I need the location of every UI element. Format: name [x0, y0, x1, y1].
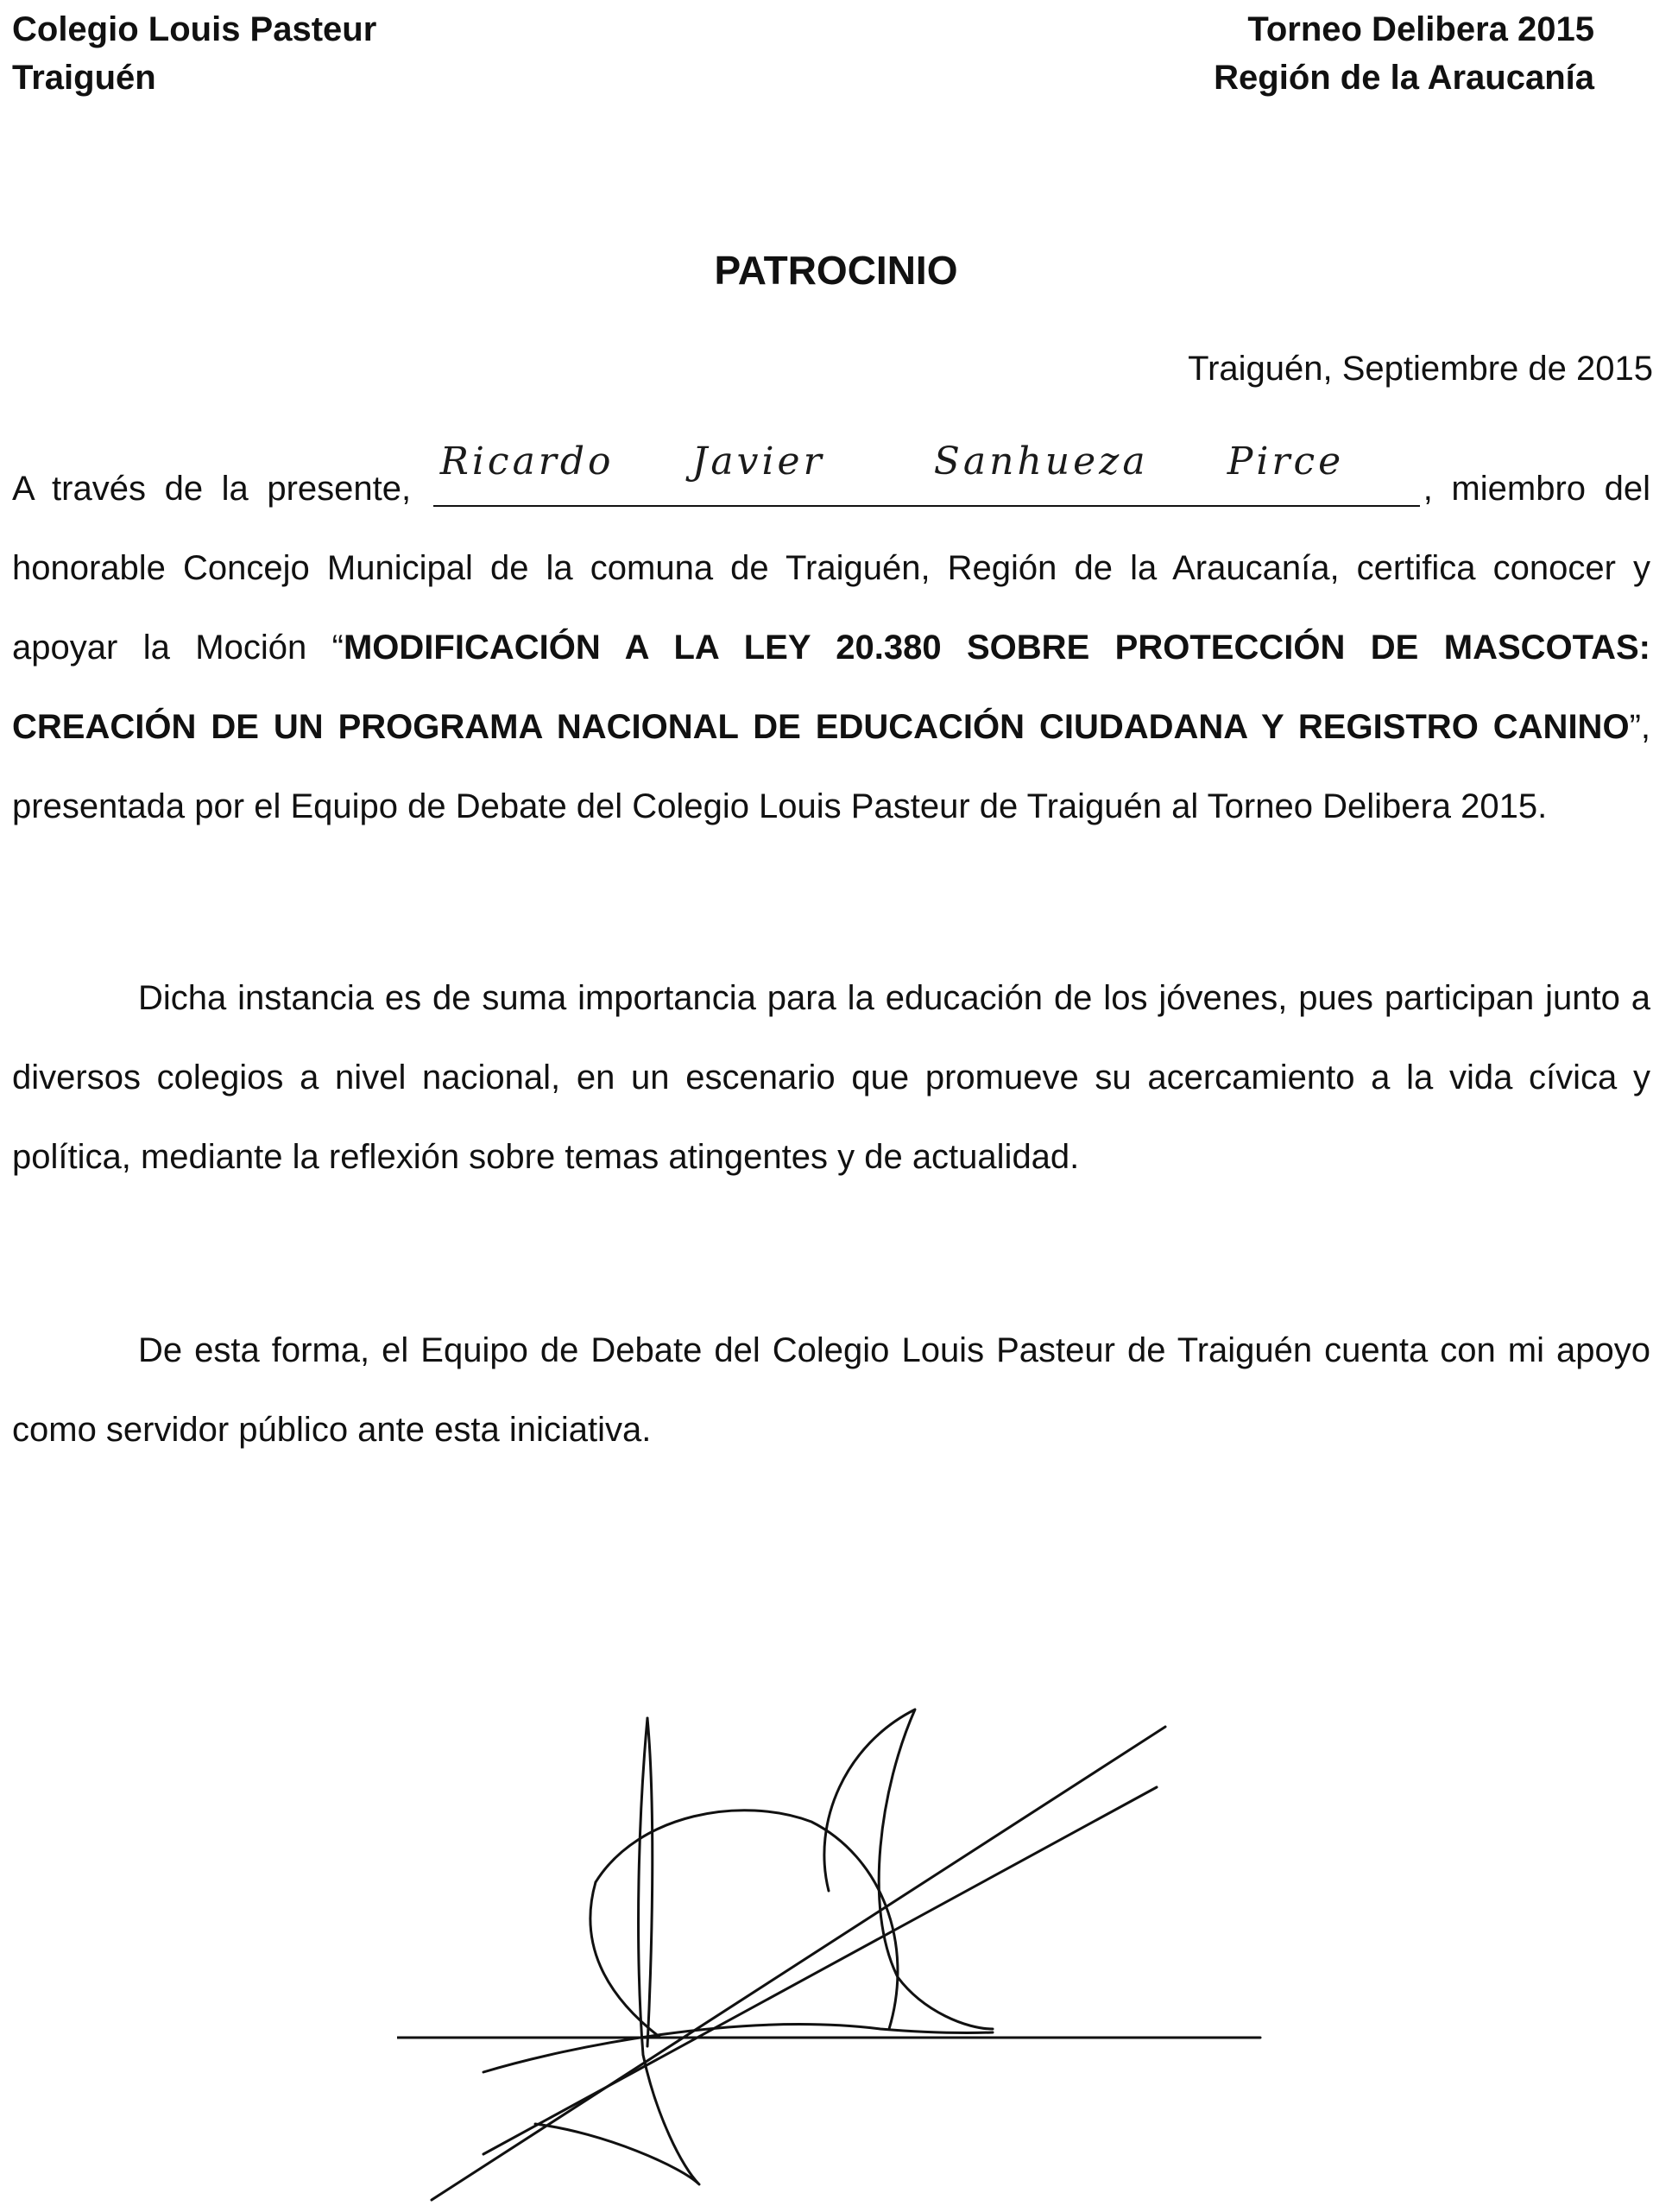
- handwritten-name-word-1: Ricardo: [439, 439, 615, 483]
- tournament-name: Torneo Delibera 2015: [1247, 10, 1594, 48]
- paragraph-certification: [12, 439, 1650, 846]
- certification-text: , miembro del honorable Concejo Municipal de la comuna de Traiguén, Región de la Araucanía, certifica conocer y apoyar la Moción “: [12, 470, 1650, 667]
- header-right: [1214, 5, 1594, 102]
- signature: [397, 1684, 1269, 2202]
- signature-stroke-8: [483, 2025, 993, 2072]
- presentation-text: ”, presentada por el Equipo de Debate del Colegio Louis Pasteur de Traiguén al Torneo Delibera 2015.: [12, 708, 1650, 825]
- school-city: Traiguén: [12, 59, 156, 97]
- handwritten-name-word-4: Pirce: [1227, 439, 1345, 483]
- handwritten-name-word-3: Sanhueza: [933, 439, 1149, 483]
- header-left: [12, 5, 376, 102]
- document-date: Traiguén, Septiembre de 2015: [1188, 350, 1653, 388]
- intro-text: A través de la presente,: [12, 470, 412, 508]
- signature-stroke-2: [483, 1787, 1157, 2154]
- document-title: PATROCINIO: [714, 248, 958, 293]
- region-name: Región de la Araucanía: [1214, 59, 1594, 97]
- signature-stroke-6: [647, 1718, 653, 2046]
- signature-stroke-7: [824, 1710, 993, 2029]
- signature-stroke-1: [432, 1727, 1165, 2200]
- paragraph-importance: Dicha instancia es de suma importancia para la educación de los jóvenes, pues participan junto a diversos colegios a nivel nacional, en un escenario que promueve su acercamiento a la vida cívica y política, mediante la reflexión sobre temas atingentes y de actualidad.: [12, 979, 1650, 1176]
- signature-stroke-5: [535, 1718, 699, 2184]
- paragraph-support: De esta forma, el Equipo de Debate del Colegio Louis Pasteur de Traiguén cuenta con mi apoyo como servidor público ante esta iniciativa.: [12, 1331, 1650, 1449]
- handwritten-name-word-2: Javier: [691, 439, 825, 483]
- motion-title: MODIFICACIÓN A LA LEY 20.380 SOBRE PROTECCIÓN DE MASCOTAS: CREACIÓN DE UN PROGRAMA NACIONAL DE EDUCACIÓN CIUDADANA Y REGISTRO CANINO: [12, 629, 1650, 746]
- school-name: Colegio Louis Pasteur: [12, 10, 377, 48]
- handwritten-name-field: [433, 439, 1420, 507]
